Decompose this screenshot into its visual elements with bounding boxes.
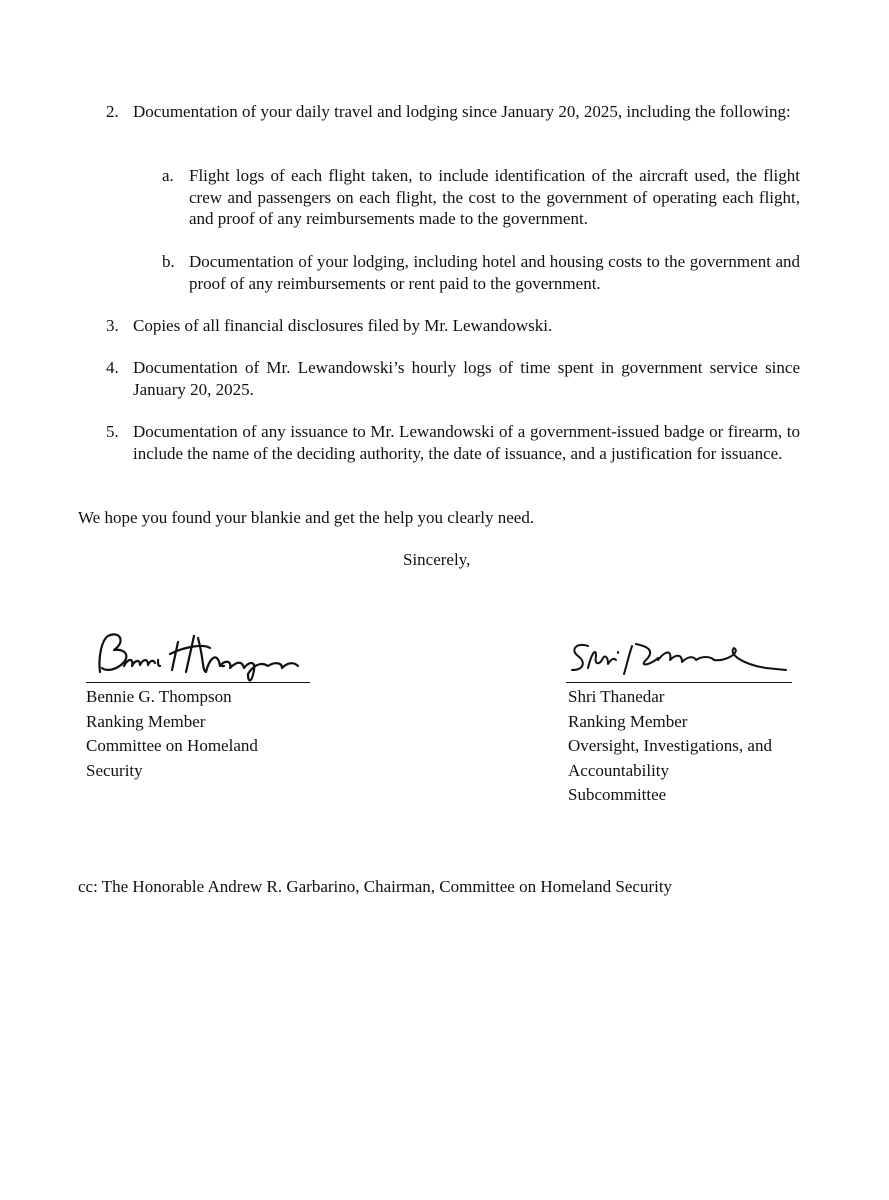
signature-thompson [86, 626, 316, 684]
list-number: 4. [106, 358, 119, 377]
signatory-name: Shri Thanedar [568, 687, 665, 706]
signatory-name: Bennie G. Thompson [86, 687, 232, 706]
signature-thanedar [566, 638, 791, 682]
list-item-text: Documentation of your daily travel and lodging since January 20, 2025, including the following: [133, 102, 791, 121]
signatory-title: Ranking Member [568, 711, 688, 731]
signatory-block-thanedar [568, 686, 772, 809]
signatory-title: Ranking Member [86, 711, 206, 731]
list-item-text: Documentation of any issuance to Mr. Lewandowski of a government-issued badge or firearm, to include the name of the deciding authority, the date of issuance, and a justification for issuance. [133, 422, 800, 463]
signatory-org-line: Accountability [568, 760, 670, 780]
signatory-org-line: Oversight, Investigations, and [568, 736, 772, 755]
signatory-org-line: Subcommittee [568, 785, 667, 804]
sub-item-letter: b. [162, 252, 175, 271]
signatory-block-thompson [86, 686, 258, 784]
sub-item-letter: a. [162, 166, 174, 185]
list-number: 2. [106, 102, 119, 121]
list-item-text: Documentation of Mr. Lewandowski’s hourly logs of time spent in government service since January 20, 2025. [133, 358, 800, 399]
signatory-org-line: Security [86, 760, 143, 780]
signature-line [566, 682, 792, 683]
list-number: 5. [106, 422, 119, 441]
closing-paragraph: We hope you found your blankie and get the help you clearly need. [78, 508, 535, 527]
sub-item-text: Flight logs of each flight taken, to include identification of the aircraft used, the flight crew and passengers on each flight, the cost to the government of operating each flight, and proof of any reimbursements made to the government. [189, 166, 800, 228]
list-item-text: Copies of all financial disclosures filed by Mr. Lewandowski. [133, 316, 553, 335]
list-number: 3. [106, 316, 119, 335]
sub-item-text: Documentation of your lodging, including hotel and housing costs to the government and proof of any reimbursements or rent paid to the government. [189, 252, 800, 293]
signatory-org-line: Committee on Homeland [86, 736, 258, 755]
signature-line [86, 682, 310, 683]
cc-line: cc: The Honorable Andrew R. Garbarino, Chairman, Committee on Homeland Security [78, 877, 673, 896]
sign-off: Sincerely, [403, 550, 471, 569]
